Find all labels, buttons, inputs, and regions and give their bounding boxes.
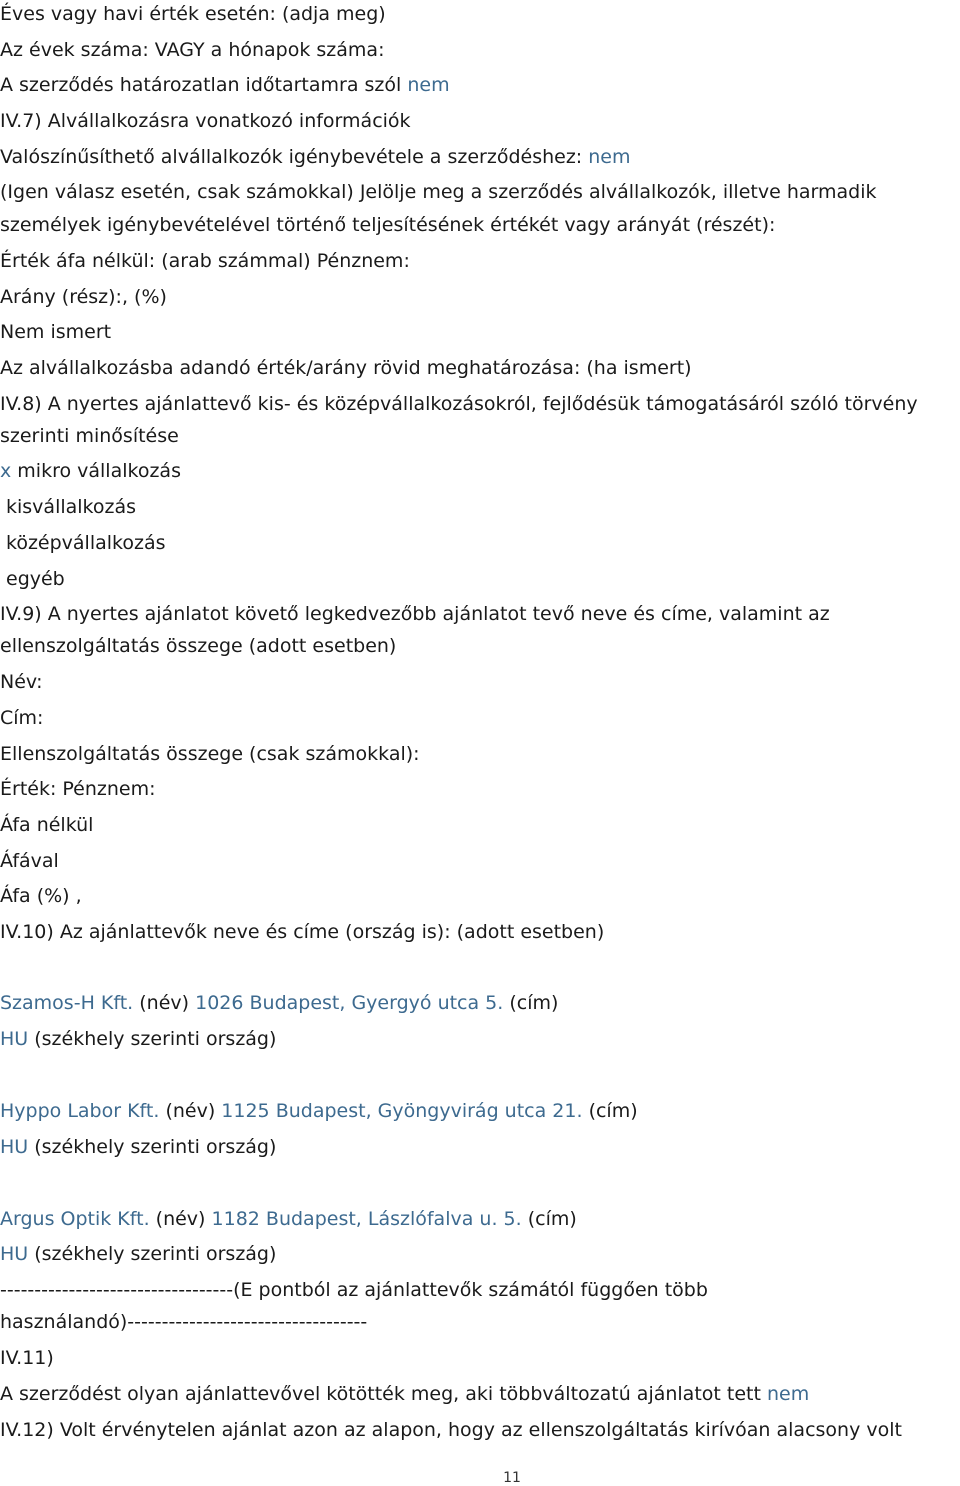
bidder-name-line (0, 1099, 960, 1123)
line-text: Ellenszolgáltatás összege (csak számokkal): (0, 743, 420, 765)
line-text: Név: (0, 671, 43, 693)
checkbox-item (6, 567, 960, 591)
section-heading (0, 1418, 960, 1442)
bidder-name-line (0, 991, 960, 1015)
bidder-address: 1026 Budapest, Gyergyó utca 5. (195, 992, 504, 1014)
line-text: Nem ismert (0, 321, 112, 343)
text-line (0, 424, 960, 448)
text-line (0, 73, 960, 97)
bidder-country-line (0, 1135, 960, 1159)
separator-line (0, 1310, 960, 1334)
line-text: Áfa (%) , (0, 885, 82, 907)
line-text: Arány (rész):, (%) (0, 286, 167, 308)
address-suffix: (cím) (527, 1208, 577, 1230)
text-line (0, 706, 960, 730)
line-text: Cím: (0, 707, 44, 729)
text-line (0, 670, 960, 694)
line-text: szerinti minősítése (0, 425, 179, 447)
name-suffix: (név) (139, 992, 190, 1014)
line-text: Éves vagy havi érték esetén: (adja meg) (0, 3, 386, 25)
text-line (0, 356, 960, 380)
line-text: kisvállalkozás (6, 496, 137, 518)
separator-line (0, 1278, 960, 1302)
line-text: IV.7) Alvállalkozásra vonatkozó információk (0, 110, 411, 132)
line-text: mikro vállalkozás (17, 460, 181, 482)
country-suffix: (székhely szerinti ország) (34, 1243, 277, 1265)
line-text: Valószínűsíthető alvállalkozók igénybevétele a szerződéshez: (0, 146, 583, 168)
line-text: IV.11) (0, 1347, 54, 1369)
bidder-name: Hyppo Labor Kft. (0, 1100, 160, 1122)
page-number: 11 (503, 1470, 521, 1486)
section-heading (0, 392, 960, 416)
text-line (0, 1382, 960, 1406)
bidder-name: Argus Optik Kft. (0, 1208, 150, 1230)
bidder-country-line (0, 1242, 960, 1266)
line-text: IV.9) A nyertes ajánlatot követő legkedvezőbb ajánlatot tevő neve és címe, valamint az (0, 603, 830, 625)
line-text: Az alvállalkozásba adandó érték/arány rövid meghatározása: (ha ismert) (0, 357, 692, 379)
checkbox-item (6, 531, 960, 555)
text-line (0, 285, 960, 309)
line-text: IV.8) A nyertes ajánlattevő kis- és középvállalkozásokról, fejlődésük támogatásáról szóló törvény (0, 393, 918, 415)
line-text: Áfával (0, 850, 59, 872)
line-text: IV.12) Volt érvénytelen ajánlat azon az alapon, hogy az ellenszolgáltatás kirívóan alacsony volt (0, 1419, 902, 1441)
line-text: ellenszolgáltatás összege (adott esetben) (0, 635, 397, 657)
bidder-country-line (0, 1027, 960, 1051)
bidder-country: HU (0, 1243, 29, 1265)
section-heading (0, 109, 960, 133)
line-text: személyek igénybevételével történő teljesítésének értékét vagy arányát (részét): (0, 214, 776, 236)
address-suffix: (cím) (509, 992, 559, 1014)
line-text: A szerződést olyan ajánlattevővel kötötték meg, aki többváltozatú ajánlatot tett (0, 1383, 761, 1405)
line-text: (Igen válasz esetén, csak számokkal) Jelölje meg a szerződés alvállalkozók, illetve harmadik (0, 181, 877, 203)
indefinite-term-value: nem (407, 74, 450, 96)
text-line (0, 38, 960, 62)
bidder-address: 1125 Budapest, Gyöngyvirág utca 21. (221, 1100, 583, 1122)
line-text: Áfa nélkül (0, 814, 94, 836)
checkbox-item (6, 495, 960, 519)
bidder-name: Szamos-H Kft. (0, 992, 134, 1014)
text-line (0, 320, 960, 344)
name-suffix: (név) (165, 1100, 216, 1122)
text-line (0, 180, 960, 204)
variant-offer-value: nem (766, 1383, 810, 1405)
bidder-country: HU (0, 1136, 29, 1158)
section-heading (0, 602, 960, 626)
line-text: IV.10) Az ajánlattevők neve és címe (ország is): (adott esetben) (0, 921, 605, 943)
line-text: Az évek száma: VAGY a hónapok száma: (0, 39, 385, 61)
line-text: használandó)----------------------------------- (0, 1311, 368, 1333)
line-text: ----------------------------------(E pontból az ajánlattevők számától függően több (0, 1279, 708, 1301)
text-line (0, 742, 960, 766)
line-text: Érték áfa nélkül: (arab számmal) Pénznem: (0, 250, 410, 272)
text-line (0, 777, 960, 801)
section-heading (0, 1346, 960, 1370)
bidder-country: HU (0, 1028, 29, 1050)
bidder-name-line (0, 1207, 960, 1231)
text-line (0, 213, 960, 237)
line-text: egyéb (6, 568, 65, 590)
checkbox-item (0, 459, 960, 483)
country-suffix: (székhely szerinti ország) (34, 1136, 277, 1158)
bidder-address: 1182 Budapest, Lászlófalva u. 5. (211, 1208, 522, 1230)
text-line (0, 813, 960, 837)
checked-mark: x (0, 460, 12, 482)
name-suffix: (név) (155, 1208, 206, 1230)
text-line (0, 2, 960, 26)
text-line (0, 145, 960, 169)
address-suffix: (cím) (588, 1100, 638, 1122)
line-text: középvállalkozás (6, 532, 166, 554)
text-line (0, 634, 960, 658)
country-suffix: (székhely szerinti ország) (34, 1028, 277, 1050)
subcontractor-value: nem (588, 146, 631, 168)
line-text: A szerződés határozatlan időtartamra szól (0, 74, 402, 96)
line-text: Érték: Pénznem: (0, 778, 156, 800)
text-line (0, 849, 960, 873)
text-line (0, 249, 960, 273)
section-heading (0, 920, 960, 944)
text-line (0, 884, 960, 908)
